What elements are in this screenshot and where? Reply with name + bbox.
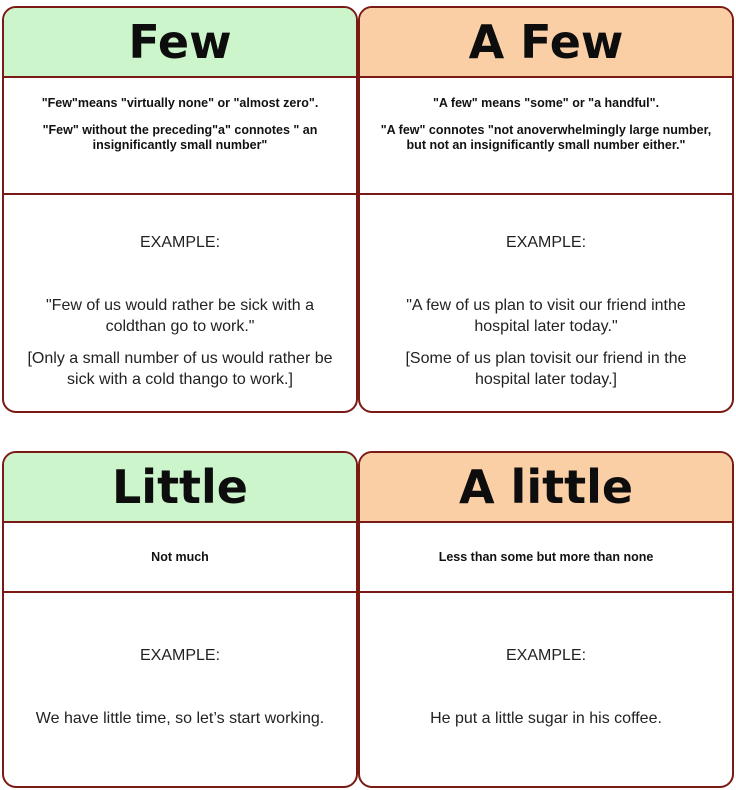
example-label: EXAMPLE: (139, 234, 221, 251)
definition-line: Less than some but more than none (438, 549, 654, 564)
example-label: EXAMPLE: (139, 647, 221, 664)
card-a-few (358, 6, 734, 413)
example-sentence: We have little time, so let’s start working. (35, 710, 325, 727)
definition-line: Not much (151, 549, 209, 564)
definition-section (4, 78, 356, 195)
example-label: EXAMPLE: (505, 234, 587, 251)
definition-line: "A few" connotes "not anoverwhelmingly large number, but not an insignificantly small number either." (380, 123, 712, 152)
example-section (360, 593, 732, 786)
example-sentence: He put a little sugar in his coffee. (430, 710, 662, 727)
card-title: Few (4, 8, 356, 78)
definition-line: "A few" means "some" or "a handful". (432, 96, 660, 110)
card-a-little (358, 451, 734, 788)
example-section (360, 195, 732, 411)
example-section (4, 195, 356, 411)
example-sentence: "Few of us would rather be sick with a coldthan go to work." (45, 297, 314, 335)
definition-section (360, 78, 732, 195)
definition-line: "Few"means "virtually none" or "almost zero". (41, 96, 319, 110)
definition-section (360, 523, 732, 593)
card-few (2, 6, 358, 413)
example-label: EXAMPLE: (505, 647, 587, 664)
example-section (4, 593, 356, 786)
card-title: A Few (360, 8, 732, 78)
example-sentence: "A few of us plan to visit our friend inthe hospital later today." (406, 297, 686, 335)
example-explanation: [Some of us plan tovisit our friend in the hospital later today.] (405, 350, 687, 388)
example-explanation: [Only a small number of us would rather be sick with a cold thango to work.] (27, 350, 333, 388)
card-title: A little (360, 453, 732, 523)
card-title: Little (4, 453, 356, 523)
card-little (2, 451, 358, 788)
definition-line: "Few" without the preceding"a" connotes " an insignificantly small number" (42, 123, 318, 152)
definition-section (4, 523, 356, 593)
